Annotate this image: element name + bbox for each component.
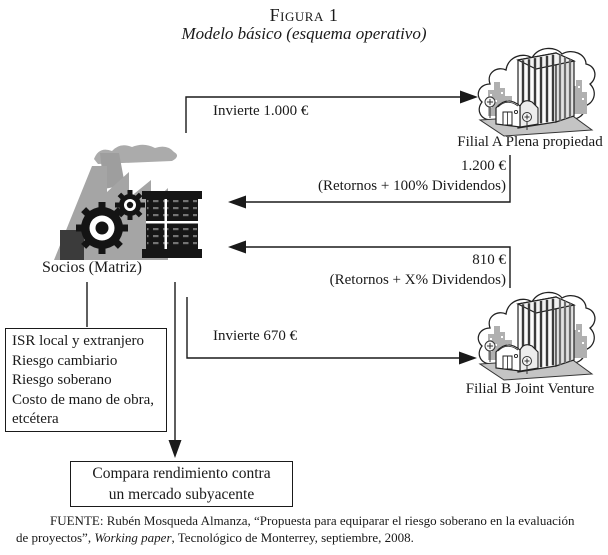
filial-a-building-icon [474,40,604,138]
risk-line: ISR local y extranjero [12,333,145,349]
compare-box [70,461,293,507]
risk-line: Riesgo soberano [12,372,112,389]
return-a-desc: (Retornos + 100% Dividendos) [317,177,506,194]
return-b-amount: 810 € [472,252,506,268]
return-a-label [318,157,506,196]
source-work-title: Working paper [94,529,172,545]
office-block-icon [142,191,202,258]
source-note [16,513,594,546]
socios-node-label: Socios (Matriz) [42,259,142,276]
figure-subtitle: Modelo básico (esquema operativo) [181,24,427,43]
return-b-desc: (Retornos + X% Dividendos) [329,271,506,288]
house-icon [496,345,538,371]
risk-line: Riesgo cambiario [12,352,118,369]
filial-b-building-icon [474,284,604,382]
return-a-amount: 1.200 € [461,158,506,174]
invest-a-label: Invierte 1.000 € [213,103,309,119]
factory-icon [52,142,214,264]
return-b-label [330,251,506,290]
risk-factors-box [5,328,167,432]
risk-line: Costo de mano de obra, [12,391,155,408]
filial-a-node-label: Filial A Plena propiedad [457,134,603,150]
small-gear-icon [115,190,145,220]
risk-line: etcétera [12,411,59,428]
figure-title: Figura 1 [269,5,339,25]
source-line-1: FUENTE: Rubén Mosqueda Almanza, “Propuesta para equiparar el riesgo soberano en la evaluación [50,513,575,528]
compare-line: Compara rendimiento contra [92,465,271,482]
compare-arrowhead [169,440,182,458]
invest-b-label: Invierte 670 € [213,328,298,344]
source-line-2: de proyectos”, Working paper, Tecnológico de Monterrey, septiembre, 2008. [16,529,414,545]
return-a-arrowhead [228,196,246,209]
filial-b-node-label: Filial B Joint Venture [465,381,595,397]
return-b-arrowhead [228,241,246,254]
compare-line: un mercado subyacente [108,485,255,503]
house-icon [496,101,538,127]
